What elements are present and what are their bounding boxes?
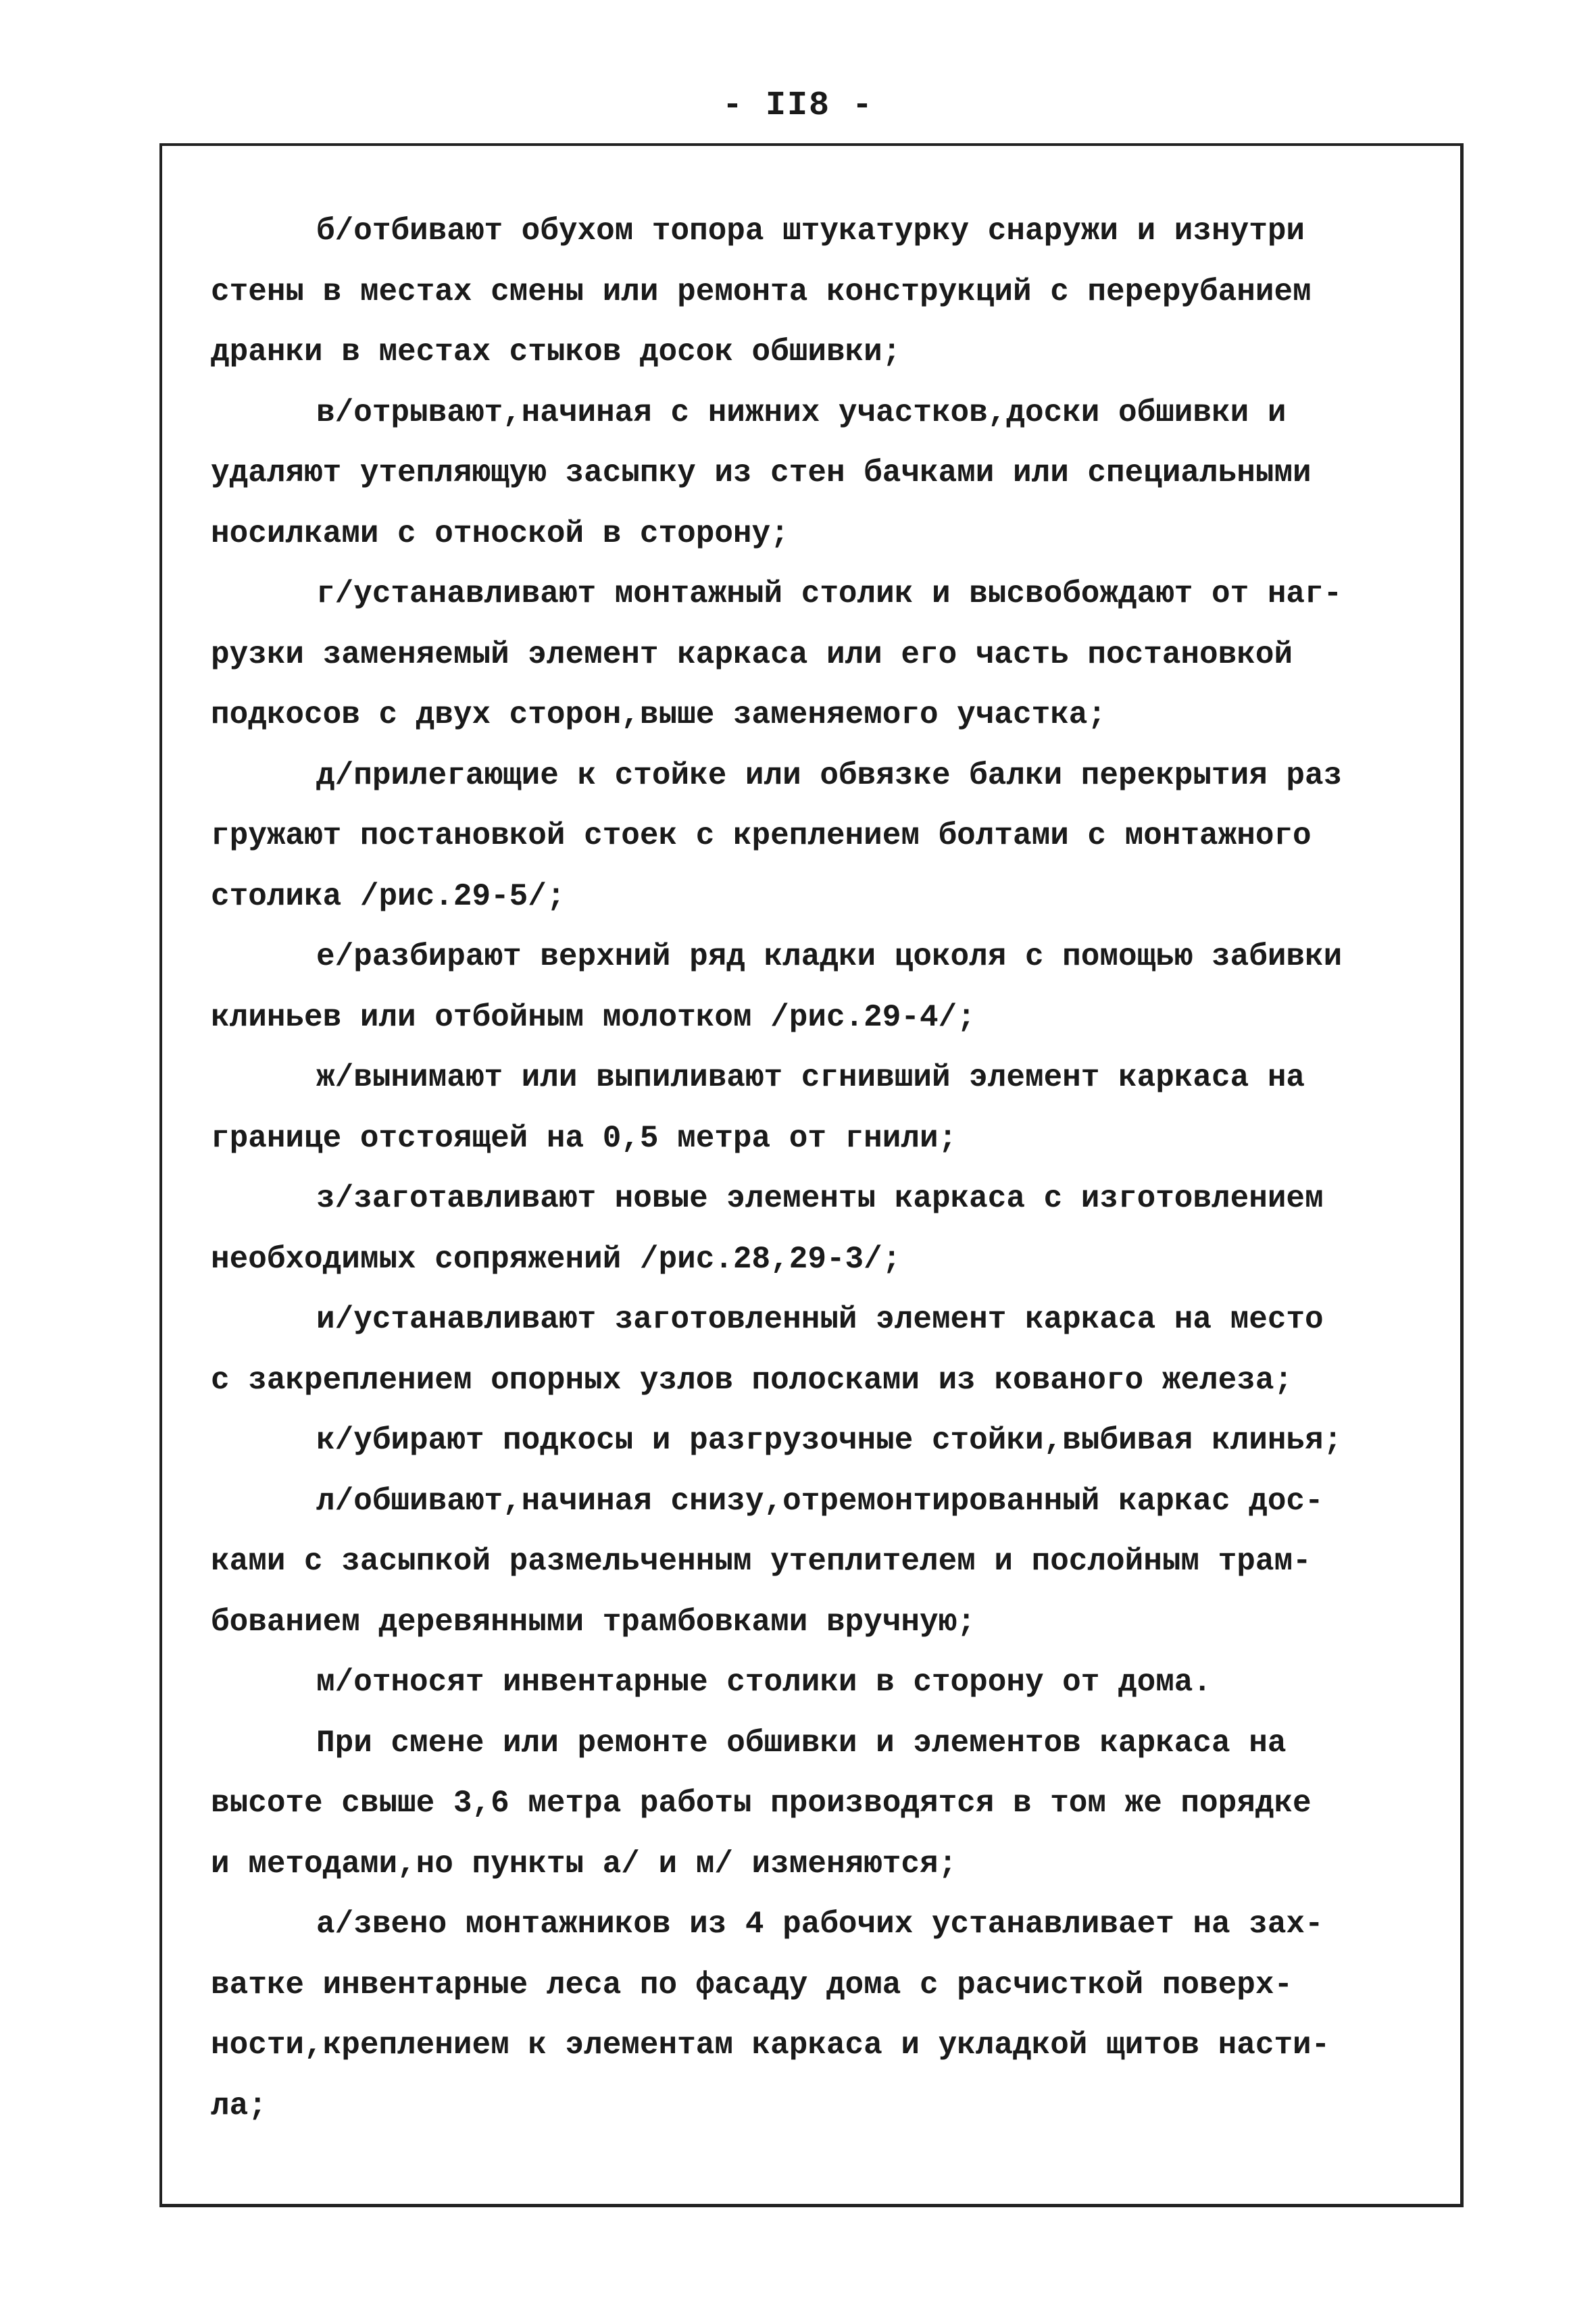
document-body [211, 201, 1441, 2136]
text-line: ж/вынимают или выпиливают сгнивший элемент каркаса на [316, 1060, 1305, 1095]
text-line: ками с засыпкой размельченным утеплителем и послойным трам- [211, 1544, 1312, 1579]
text-line: ватке инвентарные леса по фасаду дома с расчисткой поверх- [211, 1967, 1293, 2003]
text-line: м/относят инвентарные столики в сторону от дома. [316, 1665, 1212, 1700]
text-line: клиньев или отбойным молотком /рис.29-4/; [211, 999, 976, 1035]
text-line: б/отбивают обухом топора штукатурку снаружи и изнутри [316, 213, 1305, 249]
text-line: границе отстоящей на 0,5 метра от гнили; [211, 1120, 957, 1156]
text-line: д/прилегающие к стойке или обвязке балки перекрытия раз [316, 757, 1343, 793]
text-line: рузки заменяемый элемент каркаса или его часть постановкой [211, 636, 1293, 672]
text-line: к/убирают подкосы и разгрузочные стойки,выбивая клинья; [316, 1423, 1343, 1458]
text-line: л/обшивают,начиная снизу,отремонтированный каркас дос- [316, 1483, 1324, 1519]
text-line: необходимых сопряжений /рис.28,29-3/; [211, 1241, 901, 1277]
text-line: г/устанавливают монтажный столик и высвобождают от наг- [316, 576, 1343, 611]
text-line: е/разбирают верхний ряд кладки цоколя с помощью забивки [316, 939, 1343, 974]
text-line: и/устанавливают заготовленный элемент каркаса на место [316, 1302, 1324, 1337]
text-line: подкосов с двух сторон,выше заменяемого участка; [211, 697, 1107, 732]
text-line: При смене или ремонте обшивки и элементов каркаса на [316, 1725, 1287, 1761]
text-line: ности,креплением к элементам каркаса и укладкой щитов насти- [211, 2028, 1330, 2063]
text-line: з/заготавливают новые элементы каркаса с изготовлением [316, 1181, 1324, 1216]
text-line: а/звено монтажников из 4 рабочих устанавливает на зах- [316, 1907, 1324, 1942]
text-line: дранки в местах стыков досок обшивки; [211, 334, 901, 370]
text-line: бованием деревянными трамбовками вручную; [211, 1604, 976, 1640]
text-line: удаляют утепляющую засыпку из стен бачками или специальными [211, 455, 1312, 491]
text-line: с закреплением опорных узлов полосками из кованого железа; [211, 1362, 1293, 1398]
text-line: гружают постановкой стоек с креплением болтами с монтажного [211, 818, 1312, 853]
page-number: - II8 - [722, 86, 874, 125]
text-line: ла; [211, 2088, 267, 2123]
text-line: носилками с отноской в сторону; [211, 515, 789, 551]
text-line: и методами,но пункты а/ и м/ изменяются; [211, 1846, 957, 1882]
text-line: столика /рис.29-5/; [211, 878, 566, 914]
text-line: в/отрывают,начиная с нижних участков,доски обшивки и [316, 395, 1287, 430]
text-line: стены в местах смены или ремонта конструкций с перерубанием [211, 274, 1312, 309]
text-line: высоте свыше 3,6 метра работы производятся в том же порядке [211, 1786, 1312, 1821]
